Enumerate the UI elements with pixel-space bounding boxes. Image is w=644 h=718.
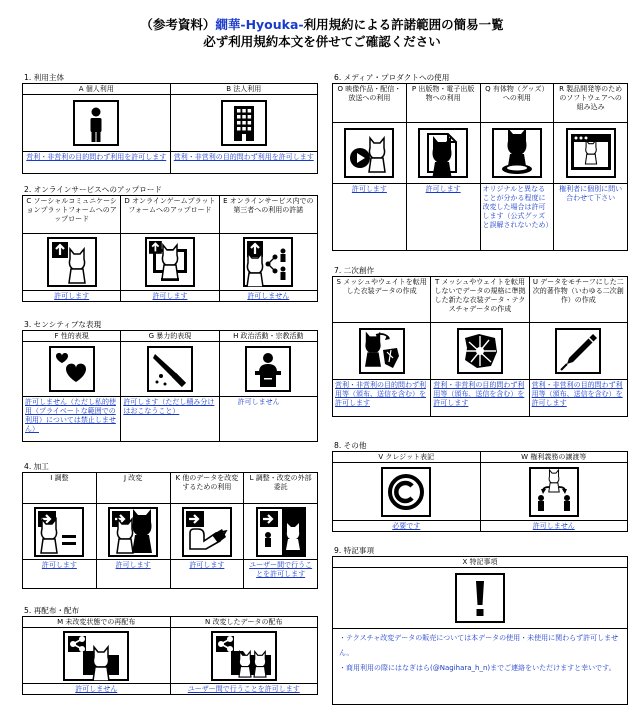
derivative-works-table (332, 276, 628, 417)
item-head: E オンラインサービス内での第三者への利用の許諾 (220, 196, 317, 234)
item-icon-box (333, 463, 480, 520)
item-d-game-upload (120, 196, 218, 301)
item-e-third-party-license (219, 196, 317, 301)
item-h-political-religious (219, 331, 317, 441)
item-p-publications (406, 84, 480, 250)
title-line-1: （参考資料）繝華-Hyouka-利用規約による許諾範囲の簡易一覧 (140, 17, 504, 32)
item-verdict: 営利・非営利の目的問わず利用を許可します (23, 151, 170, 173)
item-head: X 特記事項 (333, 557, 627, 568)
monitor-cat-icon (145, 237, 195, 287)
item-verdict: 許可しません (220, 396, 317, 441)
item-verdict: 必要です (333, 520, 480, 531)
section-media-products (332, 72, 628, 251)
podium-icon (245, 346, 291, 392)
item-icon-box (97, 504, 170, 559)
item-c-sns-upload (23, 196, 120, 301)
window-cat-icon (566, 128, 616, 178)
item-icon-box (244, 504, 317, 559)
item-icon-box (407, 123, 480, 183)
item-verdict: 営利・非営利の目的問わず利用を許可します (171, 151, 318, 173)
figure-cat-icon (492, 128, 542, 178)
other-table (332, 451, 628, 532)
item-icon-box (554, 123, 627, 183)
item-q-merchandise (480, 84, 554, 250)
item-head: K 他のデータを改変するための利用 (171, 473, 244, 504)
outsource-icon (256, 507, 306, 557)
usage-entity-table (22, 83, 318, 174)
media-products-table (332, 83, 628, 251)
item-icon-box (171, 95, 318, 151)
item-verdict: 営利・非営利の目的問わず利用等（頒布、送信を含む）を許可します (333, 379, 430, 416)
item-s-mesh-transfer (333, 277, 430, 416)
item-verdict: ユーザー間で行うことを許可します (171, 683, 318, 694)
section-label: 6. メディア・プロダクトへの使用 (334, 73, 450, 82)
section-processing (22, 461, 318, 589)
item-head: A 個人利用 (23, 84, 170, 95)
section-label: 2. オンラインサービスへのアップロード (24, 185, 162, 194)
item-verdict: 営利・非営利の目的問わず利用等（頒布、送信を含む）を許可します (431, 379, 528, 416)
item-icon-box (171, 628, 318, 683)
item-verdict: 許可します（ただし積み分けはおこなうこと） (121, 396, 218, 441)
item-icon-box (220, 234, 317, 290)
item-n-modified-distribution (170, 617, 318, 694)
section-label: 9. 特記事項 (334, 546, 375, 555)
note-texture-sales: ・テクスチャ改変データの販売については本データの使用・未使用に関わらず許可しません。 (339, 634, 619, 657)
document-title (0, 16, 644, 50)
item-icon-box (23, 628, 170, 683)
item-i-adjustment (23, 473, 96, 588)
mesh-transfer-icon (359, 328, 405, 374)
section-other (332, 440, 628, 532)
item-a-personal-use (23, 84, 170, 173)
person-icon (73, 100, 119, 146)
item-icon-box (171, 504, 244, 559)
online-upload-table (22, 195, 318, 302)
share-folder-cats-icon (211, 631, 277, 681)
item-head: F 性的表現 (23, 331, 120, 342)
document-cat-icon (418, 128, 468, 178)
section-derivative-works (332, 265, 628, 417)
item-icon-box (431, 323, 528, 379)
notes-text (333, 628, 627, 704)
section-sensitive-content (22, 319, 318, 442)
item-j-modification (96, 473, 170, 588)
exclamation-icon (455, 573, 505, 623)
item-verdict: 許可します (333, 183, 406, 250)
section-label: 3. センシティブな表現 (24, 320, 102, 329)
item-f-sexual-expression (23, 331, 120, 441)
share-folder-icon (63, 631, 129, 681)
item-verdict: ユーザー間で行うことを許可します (244, 559, 317, 588)
modify-icon (108, 507, 158, 557)
item-verdict: 許可しません (220, 290, 317, 301)
item-icon-box (481, 123, 554, 183)
item-l-outsourcing (243, 473, 317, 588)
item-head: U データをモチーフにした二次的著作物（いわゆる二次創作）の作成 (530, 277, 627, 323)
item-head: N 改変したデータの配布 (171, 617, 318, 628)
item-icon-box (333, 123, 406, 183)
hearts-icon (49, 346, 95, 392)
reuse-icon (182, 507, 232, 557)
item-w-rights-transfer (480, 452, 628, 531)
knife-icon (147, 346, 193, 392)
item-verdict: 許可しません (23, 683, 170, 694)
item-icon-box (121, 342, 218, 396)
copyright-icon (381, 467, 431, 517)
item-head: M 未改変状態での再配布 (23, 617, 170, 628)
item-head: I 調整 (23, 473, 96, 504)
item-head: T メッシュやウェイトを転用しないでデータの規格に準拠した新たな衣装データ・テクスチャデータの作成 (431, 277, 528, 323)
item-v-credit-notation (333, 452, 480, 531)
note-commercial-contact: ・商用利用の際にはなぎはら(@Nagihara_h_n)までご連絡をいただけますと幸いです。 (339, 664, 616, 672)
upload-cat-icon (47, 237, 97, 287)
item-head: L 調整・改変の外部委託 (244, 473, 317, 504)
building-icon (221, 100, 267, 146)
item-verdict: 許可します (171, 559, 244, 588)
item-verdict: 許可します (23, 559, 96, 588)
item-verdict: 許可します (97, 559, 170, 588)
item-head: J 改変 (97, 473, 170, 504)
section-label: 5. 再配布・配布 (24, 606, 80, 615)
redistribution-table (22, 616, 318, 695)
item-icon-box (121, 234, 218, 290)
item-icon-box (23, 342, 120, 396)
section-label: 7. 二次創作 (334, 266, 375, 275)
item-head: Q 有体物（グッズ）への利用 (481, 84, 554, 123)
item-head: O 映像作品・配信・放送への利用 (333, 84, 406, 123)
item-k-reuse-for-other-data (170, 473, 244, 588)
texture-icon (457, 328, 503, 374)
item-head: P 出版物・電子出版物への利用 (407, 84, 480, 123)
section-label: 1. 利用主体 (24, 73, 65, 82)
section-label: 8. その他 (334, 441, 367, 450)
item-u-secondary-creation (529, 277, 627, 416)
item-verdict: 権利者に個別に問い合わせて下さい (554, 183, 627, 250)
item-verdict: 許可します (407, 183, 480, 250)
item-icon-box (220, 342, 317, 396)
item-head: D オンラインゲームプラットフォームへのアップロード (121, 196, 218, 234)
section-usage-entity (22, 72, 318, 174)
section-online-upload (22, 184, 318, 302)
item-head: R 製品開発等のためのソフトウェアへの組み込み (554, 84, 627, 123)
processing-table (22, 472, 318, 589)
pen-icon (555, 328, 601, 374)
item-icon-box (23, 95, 170, 151)
item-head: H 政治活動・宗教活動 (220, 331, 317, 342)
transfer-icon (529, 467, 579, 517)
item-r-software-embedding (553, 84, 627, 250)
section-redistribution (22, 605, 318, 695)
title-line-2: 必ず利用規約本文を併せてご確認ください (203, 34, 441, 49)
item-head: S メッシュやウェイトを転用した衣装データの作成 (333, 277, 430, 323)
special-notes-table (332, 556, 628, 705)
item-m-unmodified-redistribution (23, 617, 170, 694)
item-b-corporate-use (170, 84, 318, 173)
item-icon-box (23, 504, 96, 559)
sensitive-content-table (22, 330, 318, 442)
section-label: 4. 加工 (24, 462, 49, 471)
video-cat-icon (344, 128, 394, 178)
item-verdict: 営利・非営利の目的問わず利用等（頒布、送信を含む）を許可します (530, 379, 627, 416)
item-icon-box (333, 323, 430, 379)
item-icon-box (530, 323, 627, 379)
item-head: W 権利義務の譲渡等 (481, 452, 628, 463)
item-verdict: 許可しません (481, 520, 628, 531)
section-special-notes (332, 545, 628, 705)
item-o-video-streaming (333, 84, 406, 250)
item-icon-box (333, 568, 627, 628)
item-g-violent-expression (120, 331, 218, 441)
item-verdict: オリジナルと異なることが分かる程度に改変した場合は許可します（公式グッズと誤解されないため） (481, 183, 554, 250)
item-head: V クレジット表記 (333, 452, 480, 463)
adjust-icon (34, 507, 84, 557)
item-icon-box (23, 234, 120, 290)
item-verdict: 許可します (121, 290, 218, 301)
item-verdict: 許可します (23, 290, 120, 301)
item-head: G 暴力的表現 (121, 331, 218, 342)
item-verdict: 許可しません（ただし私的使用（プライベートな範囲での利用）については禁止しません） (23, 396, 120, 441)
share-people-icon (243, 237, 293, 287)
item-head: B 法人利用 (171, 84, 318, 95)
item-head: C ソーシャルコミュニケーションプラットフォームへのアップロード (23, 196, 120, 234)
brand-name: 繝華-Hyouka- (215, 17, 304, 32)
item-icon-box (481, 463, 628, 520)
item-t-new-outfit-texture (430, 277, 528, 416)
